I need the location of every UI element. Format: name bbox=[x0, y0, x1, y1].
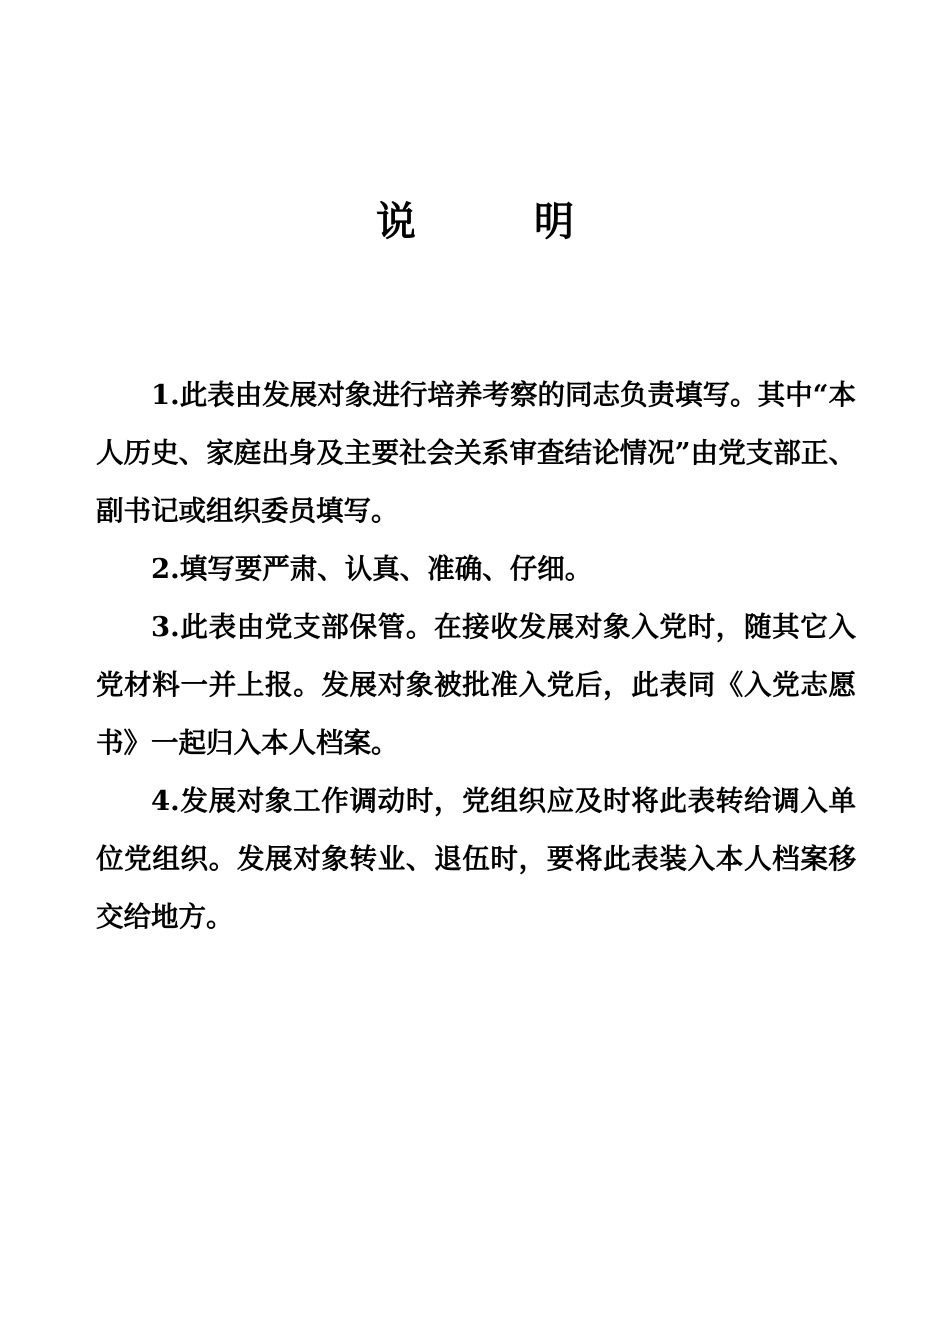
instruction-paragraph-3: 3.此表由党支部保管。在接收发展对象入党时，随其它入党材料一并上报。发展对象被批准入党后，此表同《入党志愿书》一起归入本人档案。 bbox=[96, 611, 856, 759]
instruction-paragraph-4: 4.发展对象工作调动时，党组织应及时将此表转给调入单位党组织。发展对象转业、退伍时，要将此表装入本人档案移交给地方。 bbox=[96, 785, 856, 933]
instructions-body bbox=[96, 366, 856, 946]
instruction-paragraph-1: 1.此表由发展对象进行培养考察的同志负责填写。其中“本人历史、家庭出身及主要社会关系审查结论情况”由党支部正、副书记或组织委员填写。 bbox=[96, 379, 856, 527]
page-title: 说明 bbox=[376, 198, 692, 245]
instruction-paragraph-2: 2.填写要严肃、认真、准确、仔细。 bbox=[151, 553, 593, 585]
